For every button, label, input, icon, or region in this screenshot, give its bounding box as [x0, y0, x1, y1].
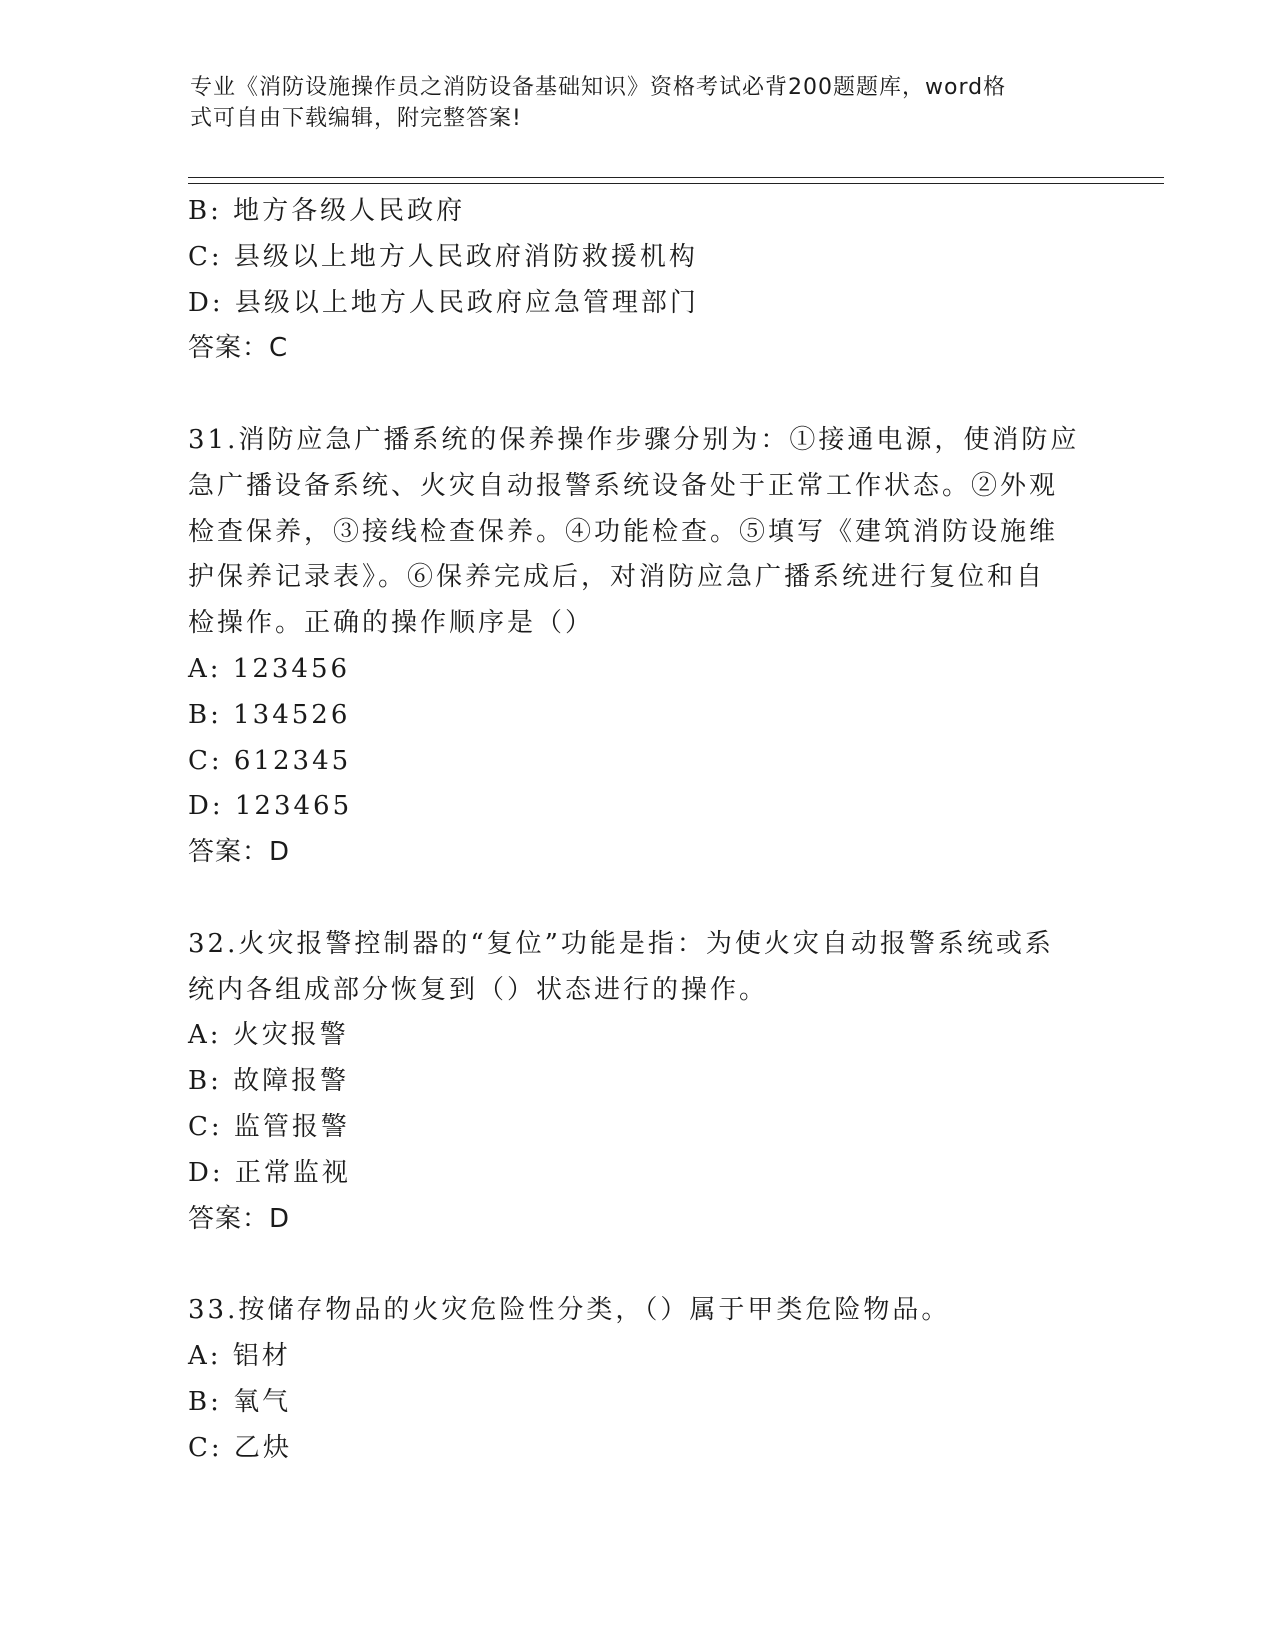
option-c: C: 乙炔: [188, 1432, 292, 1463]
answer: 答案：D: [188, 837, 291, 868]
option-b: B: 134526: [188, 699, 351, 730]
question-text-line: 33.按储存物品的火灾危险性分类，（）属于甲类危险物品。: [188, 1295, 951, 1326]
header-line-2: 式可自由下载编辑，附完整答案!: [190, 106, 522, 131]
option-a: A: 123456: [188, 653, 351, 684]
question-text-line: 31.消防应急广播系统的保养操作步骤分别为：①接通电源，使消防应: [188, 424, 1080, 455]
document-body: [188, 189, 1088, 1471]
question-33: [188, 1288, 1088, 1471]
header-rule-bottom: [188, 183, 1164, 184]
option-d: D: 县级以上地方人民政府应急管理部门: [188, 287, 699, 318]
option-b: B: 地方各级人民政府: [188, 196, 466, 226]
question-31: [188, 418, 1088, 876]
option-b: B: 氧气: [188, 1386, 292, 1417]
option-b: B: 故障报警: [188, 1066, 350, 1097]
question-30: [188, 189, 1088, 372]
question-text-line: 检查保养，③接线检查保养。④功能检查。⑤填写《建筑消防设施维: [188, 516, 1059, 547]
option-a: A: 火灾报警: [188, 1020, 349, 1051]
document-header: [190, 72, 1070, 134]
question-text-line: 32.火灾报警控制器的“复位”功能是指：为使火灾自动报警系统或系: [188, 928, 1054, 959]
option-c: C: 监管报警: [188, 1111, 350, 1142]
question-text-line: 检操作。正确的操作顺序是（）: [188, 608, 595, 639]
question-text-line: 急广播设备系统、火灾自动报警系统设备处于正常工作状态。②外观: [188, 470, 1059, 501]
option-d: D: 正常监视: [188, 1157, 351, 1188]
question-text-line: 统内各组成部分恢复到（）状态进行的操作。: [188, 974, 769, 1005]
question-text-line: 护保养记录表》。⑥保养完成后，对消防应急广播系统进行复位和自: [188, 562, 1046, 593]
answer: 答案：C: [188, 333, 289, 364]
header-rule-top: [188, 177, 1164, 178]
option-c: C: 县级以上地方人民政府消防救援机构: [188, 241, 698, 272]
option-c: C: 612345: [188, 745, 352, 776]
answer: 答案：D: [188, 1203, 291, 1234]
option-a: A: 铝材: [188, 1340, 291, 1371]
option-d: D: 123465: [188, 791, 353, 822]
header-line-1: 专业《消防设施操作员之消防设备基础知识》资格考试必背200题题库，word格: [190, 75, 1007, 100]
question-32: [188, 922, 1088, 1243]
